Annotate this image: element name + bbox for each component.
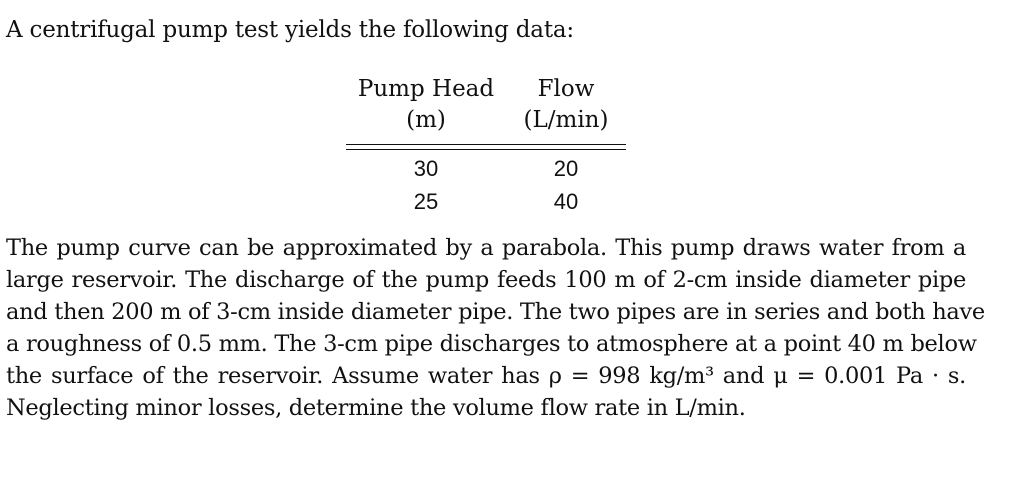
- paragraph-line: Neglecting minor losses, determine the volume flow rate in L/min.: [6, 395, 746, 421]
- cell-pump-head: 30: [413, 156, 439, 181]
- table-row: [346, 152, 626, 185]
- paragraph-line: large reservoir. The discharge of the pump feeds 100 m of 2-cm inside diameter pipe: [6, 267, 966, 293]
- paragraph-line: The pump curve can be approximated by a parabola. This pump draws water from a: [6, 235, 966, 261]
- paragraph-line: the surface of the reservoir. Assume water has ρ = 998 kg/m³ and μ = 0.001 Pa · s.: [6, 363, 966, 389]
- cell-flow: 40: [553, 189, 579, 214]
- table-row: [346, 185, 626, 218]
- table-body: [346, 152, 626, 218]
- paragraph-line: a roughness of 0.5 mm. The 3-cm pipe discharges to atmosphere at a point 40 m below: [6, 331, 977, 357]
- problem-intro: A centrifugal pump test yields the following data:: [6, 17, 574, 43]
- problem-paragraph: [6, 232, 985, 424]
- cell-flow: 20: [553, 156, 579, 181]
- header-pump-head: [346, 74, 506, 136]
- header-pump-head-label: Pump Head: [357, 76, 495, 102]
- header-flow-unit: (L/min): [523, 107, 609, 133]
- cell-pump-head: 25: [413, 189, 439, 214]
- header-flow: [506, 74, 626, 136]
- table-header: [346, 74, 626, 136]
- header-double-rule: [346, 144, 626, 150]
- header-flow-label: Flow: [537, 76, 595, 102]
- paragraph-line: and then 200 m of 3-cm inside diameter pipe. The two pipes are in series and both have: [6, 299, 985, 325]
- header-pump-head-unit: (m): [406, 107, 446, 133]
- pump-data-table: [346, 74, 626, 218]
